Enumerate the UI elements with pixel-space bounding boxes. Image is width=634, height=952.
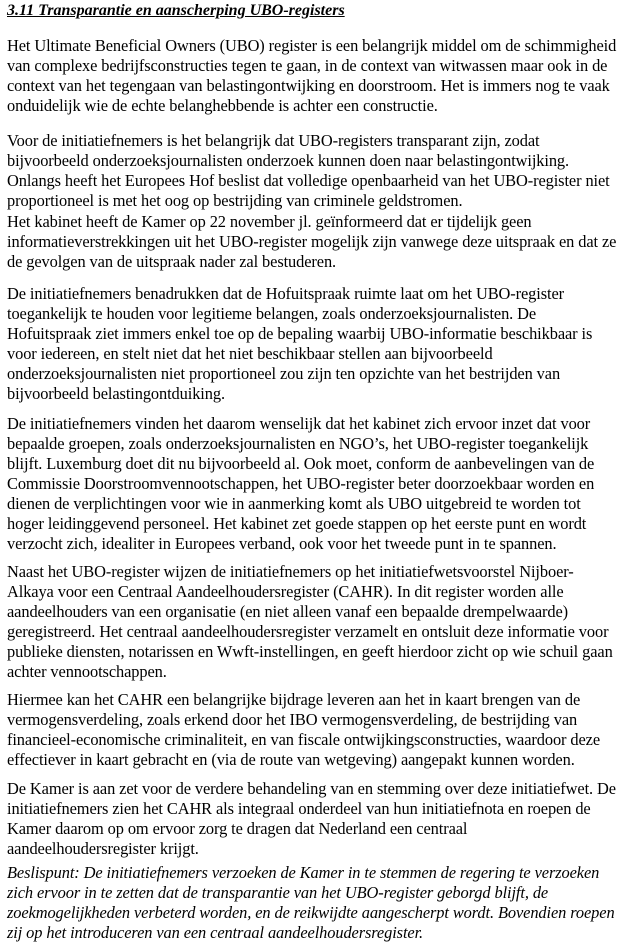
text-line: aandeelhouders van een organisatie (en niet alleen vanaf een bepaalde drempelwaarde)	[7, 602, 569, 621]
text-line: initiatiefnemers zien het CAHR als integraal onderdeel van hun initiatiefnota en roepen de	[7, 799, 591, 818]
paragraph-cahr-contribution	[7, 690, 631, 770]
text-line: Het Ultimate Beneficial Owners (UBO) register is een belangrijk middel om de schimmigheid	[7, 36, 617, 55]
text-line: blijft. Luxemburg doet dit nu bijvoorbeeld al. Ook moet, conform de aanbevelingen van de	[7, 454, 595, 473]
text-line: De Kamer is aan zet voor de verdere behandeling van en stemming over deze initiatiefwet. De	[7, 779, 616, 798]
text-line: Commissie Doorstroomvennootschappen, het UBO-register beter doorzoekbaar worden en	[7, 474, 595, 493]
text-line: achter vennootschappen.	[7, 662, 167, 681]
text-line: geregistreerd. Het centraal aandeelhoudersregister verzamelt en ontsluit deze informatie voor	[7, 622, 609, 641]
text-line: Het kabinet heeft de Kamer op 22 november jl. geïnformeerd dat er tijdelijk geen	[7, 212, 532, 231]
text-line: financieel-economische criminaliteit, en van fiscale ontwijkingsconstructies, waardoor deze	[7, 730, 601, 749]
text-line: bepaalde groepen, zoals onderzoeksjournalisten en NGO’s, het UBO-register toegankelijk	[7, 434, 589, 453]
paragraph-access-groups	[7, 414, 631, 554]
text-line: bijvoorbeeld onderzoeksjournalisten onderzoek kunnen doen naar belastingontwijking.	[7, 151, 570, 170]
text-line: De initiatiefnemers benadrukken dat de Hofuitspraak ruimte laat om het UBO-register	[7, 284, 564, 303]
text-line: bijvoorbeeld belastingontduiking.	[7, 384, 225, 403]
paragraph-ubo-intro	[7, 36, 631, 116]
text-line: verzocht zich, idealiter in Europees verband, ook voor het tweede punt in te spannen.	[7, 534, 557, 553]
text-line: Naast het UBO-register wijzen de initiatiefnemers op het initiatiefwetsvoorstel Nijboer-	[7, 562, 574, 581]
text-line: Voor de initiatiefnemers is het belangrijk dat UBO-registers transparant zijn, zodat	[7, 131, 540, 150]
text-line: onderzoeksjournalisten niet proportioneel zou zijn ten opzichte van het bestrijden van	[7, 364, 561, 383]
text-line: Hiermee kan het CAHR een belangrijke bijdrage leveren aan het in kaart brengen van de	[7, 690, 581, 709]
paragraph-cahr-proposal	[7, 562, 631, 682]
paragraph-beslispunt	[7, 863, 631, 943]
paragraph-kamer-action	[7, 779, 631, 859]
text-line: voor iedereen, en stelt niet dat het niet beschikbaar stellen aan bijvoorbeeld	[7, 344, 493, 363]
text-line: Hofuitspraak ziet immers enkel toe op de bepaling waarbij UBO-informatie beschikbaar is	[7, 324, 593, 343]
text-line: effectiever in kaart gebracht en (via de route van wetgeving) aangepakt kunnen worden.	[7, 750, 575, 769]
text-line: aandeelhoudersregister krijgt.	[7, 839, 199, 858]
text-line: vermogensverdeling, zoals erkend door het IBO vermogensverdeling, de bestrijding van	[7, 710, 578, 729]
text-line: Onlangs heeft het Europees Hof beslist dat volledige openbaarheid van het UBO-register niet	[7, 171, 610, 190]
text-line: proportioneel is met het oog op bestrijding van criminele geldstromen.	[7, 191, 463, 210]
paragraph-transparency	[7, 131, 631, 211]
text-line: Alkaya voor een Centraal Aandeelhoudersregister (CAHR). In dit register worden alle	[7, 582, 564, 601]
text-line: toegankelijk te houden voor legitieme belangen, zoals onderzoeksjournalisten. De	[7, 304, 537, 323]
text-line: de gevolgen van de uitspraak nader zal bestuderen.	[7, 252, 337, 271]
text-line: informatieverstrekkingen uit het UBO-register mogelijk zijn vanwege deze uitspraak en dat ze	[7, 232, 617, 251]
text-line: zich ervoor in te zetten dat de transparantie van het UBO-register geborgd blijft, de	[7, 883, 549, 902]
section-heading: 3.11 Transparantie en aanscherping UBO-registers	[7, 2, 345, 19]
text-line: Beslispunt: De initiatiefnemers verzoeken de Kamer in te stemmen de regering te verzoeken	[7, 863, 600, 882]
text-line: hoger leidinggevend personeel. Het kabinet zet goede stappen op het eerste punt en wordt	[7, 514, 587, 533]
text-line: dienen de verplichtingen voor wie in aanmerking komt als UBO uitgebreid te worden tot	[7, 494, 581, 513]
text-line: van complexe bedrijfsconstructies tegen te gaan, in de context van witwassen maar ook in de	[7, 56, 608, 75]
text-line: onduidelijk wie de echte belanghebbende is achter een constructie.	[7, 96, 438, 115]
text-line: context van het tegengaan van belastingontwijking en doorstroom. Het is immers nog te vaak	[7, 76, 610, 95]
text-line: De initiatiefnemers vinden het daarom wenselijk dat het kabinet zich ervoor inzet dat voor	[7, 414, 591, 433]
paragraph-court-ruling	[7, 284, 631, 404]
text-line: Kamer daarom op om ervoor zorg te dragen dat Nederland een centraal	[7, 819, 468, 838]
text-line: publieke diensten, notarissen en Wwft-instellingen, en geeft hierdoor zicht op wie schuil gaan	[7, 642, 613, 661]
paragraph-cabinet-info	[7, 212, 631, 272]
text-line: zij op het introduceren van een centraal aandeelhoudersregister.	[7, 923, 424, 942]
text-line: zoekmogelijkheden verbeterd worden, en de reikwijdte aangescherpt wordt. Bovendien roepen	[7, 903, 615, 922]
